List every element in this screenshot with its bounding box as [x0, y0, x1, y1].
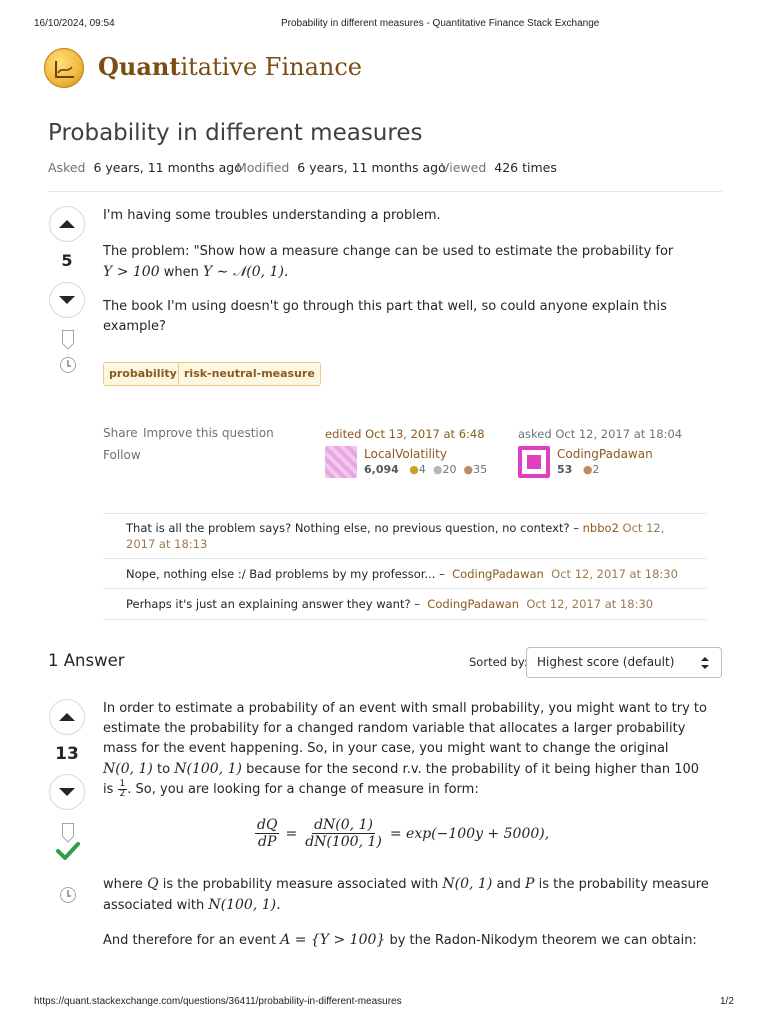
comment-divider [103, 558, 707, 559]
downvote-arrow-icon [59, 788, 75, 796]
fraction-half: $\frac{1}{2}$ [119, 779, 126, 799]
site-name[interactable]: Quantitative Finance [98, 52, 362, 81]
comment-date[interactable]: Oct 12, 2017 at 18:13 [126, 521, 665, 551]
asked-timestamp[interactable]: asked Oct 12, 2017 at 18:04 [518, 427, 683, 441]
comment-date[interactable]: Oct 12, 2017 at 18:30 [526, 597, 654, 611]
print-url: https://quant.stackexchange.com/questions/36411/probability-in-different-measures [34, 996, 402, 1007]
site-logo-icon[interactable] [44, 48, 84, 88]
editor-avatar[interactable] [325, 446, 357, 478]
viewed-meta: Viewed 426 times [441, 160, 557, 175]
upvote-arrow-icon [59, 713, 75, 721]
answer-downvote-button[interactable] [49, 774, 85, 810]
question-paragraph-2: The problem: "Show how a measure change can be used to estimate the probability for Y > 100 when Y ∼ 𝒩(0, 1). [103, 244, 674, 280]
answer-upvote-button[interactable] [49, 699, 85, 735]
comment-1: That is all the problem says? Nothing else, no previous question, no context? – nbbo2 Oct 12, 2017 at 18:13 [126, 521, 665, 551]
upvote-arrow-icon [59, 220, 75, 228]
bookmark-icon[interactable] [62, 330, 74, 344]
question-paragraph-3: The book I'm using doesn't go through this part that well, so could anyone explain this example? [103, 299, 667, 334]
editor-name[interactable]: LocalVolatility [364, 447, 447, 461]
asked-meta: Asked 6 years, 11 months ago [48, 160, 242, 175]
modified-meta: Modified 6 years, 11 months ago [236, 160, 446, 175]
question-body [103, 206, 723, 337]
answers-count: 1 Answer [48, 651, 125, 670]
comment-user-link[interactable]: CodingPadawan [427, 597, 519, 611]
question-paragraph-1: I'm having some troubles understanding a problem. [103, 208, 441, 223]
question-upvote-button[interactable] [49, 206, 85, 242]
print-page-number: 1/2 [720, 996, 734, 1007]
answer-paragraph-3: And therefore for an event A = {Y > 100} by the Radon-Nikodym theorem we can obtain: [103, 932, 697, 948]
comment-user-link[interactable]: nbbo2 [582, 521, 619, 535]
asker-name[interactable]: CodingPadawan [557, 447, 653, 461]
question-downvote-button[interactable] [49, 282, 85, 318]
comment-date[interactable]: Oct 12, 2017 at 18:30 [551, 567, 678, 581]
history-icon[interactable] [60, 887, 76, 903]
comment-2: Nope, nothing else :/ Bad problems by my professor... – CodingPadawan Oct 12, 2017 at 18:30 [126, 567, 678, 581]
follow-link[interactable]: Follow [103, 448, 141, 462]
tag-probability[interactable]: probability [103, 362, 183, 386]
answer-vote-count: 13 [55, 744, 79, 764]
sort-label: Sorted by: [469, 655, 528, 669]
question-vote-count: 5 [61, 251, 73, 270]
comment-divider [103, 588, 707, 589]
print-datetime: 16/10/2024, 09:54 [34, 18, 115, 29]
share-link[interactable]: Share [103, 426, 138, 440]
tag-risk-neutral-measure[interactable]: risk-neutral-measure [178, 362, 321, 386]
title-divider [48, 191, 722, 192]
history-icon[interactable] [60, 357, 76, 373]
accepted-check-icon [56, 842, 80, 858]
sort-select[interactable]: Highest score (default) [526, 647, 722, 678]
answer-body: In order to estimate a probability of an event with small probability, you might want to try to estimate the probability for a changed random variable that allocates a larger probability mass for the event happening. So, in your case, you might want to change the original N(0, 1) to N(100, 1) because for the second r.v. the probability of it being higher than 100 is $\frac{1}{2}$ . So, you are looking for a change of measure in form: [103, 701, 707, 799]
question-title[interactable]: Probability in different measures [48, 120, 423, 146]
downvote-arrow-icon [59, 296, 75, 304]
comment-3: Perhaps it's just an explaining answer they want? – CodingPadawan Oct 12, 2017 at 18:30 [126, 597, 654, 611]
answer-paragraph-2: where Q is the probability measure associated with N(0, 1) and P is the probability measure associated with N(100, 1). [103, 876, 709, 913]
comment-divider [103, 619, 707, 620]
bookmark-icon[interactable] [62, 823, 74, 837]
radon-nikodym-equation: $\frac{dQ}{dP}$ = $\frac{dN(0, 1)}{dN(100, 1)}$ = exp(−100y + 5000), [257, 817, 550, 850]
select-arrows-icon [701, 657, 709, 669]
print-page-title: Probability in different measures - Quantitative Finance Stack Exchange [281, 18, 600, 29]
asker-reputation: 53 ●2 [557, 463, 600, 476]
asker-avatar[interactable] [518, 446, 550, 478]
comment-user-link[interactable]: CodingPadawan [452, 567, 544, 581]
edited-timestamp[interactable]: edited Oct 13, 2017 at 6:48 [325, 427, 485, 441]
improve-question-link[interactable]: Improve this question [143, 426, 274, 440]
comments-divider [103, 513, 707, 514]
editor-reputation: 6,094 ●4 ●20 ●35 [364, 463, 488, 476]
